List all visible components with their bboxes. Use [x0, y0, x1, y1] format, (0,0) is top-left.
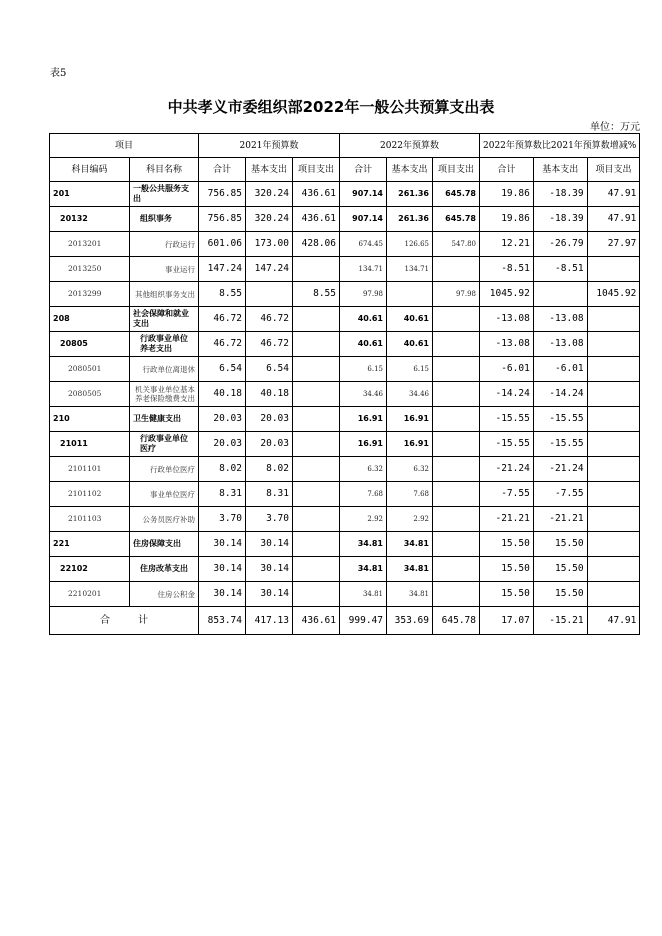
row-value: 46.72: [199, 332, 246, 357]
row-value: 8.55: [293, 282, 340, 307]
header-2022: 2022年预算数: [340, 134, 480, 158]
row-value: [387, 282, 433, 307]
row-value: 15.50: [480, 582, 534, 607]
row-value: [433, 257, 480, 282]
row-name: 卫生健康支出: [130, 407, 199, 432]
row-value: 16.91: [340, 432, 387, 457]
row-value: 30.14: [199, 582, 246, 607]
table-row: [50, 382, 640, 407]
row-value: [293, 257, 340, 282]
row-value: 134.71: [387, 257, 433, 282]
row-value: 2.92: [340, 507, 387, 532]
row-value: [587, 582, 640, 607]
row-value: [293, 557, 340, 582]
row-value: -13.08: [480, 307, 534, 332]
row-value: 547.80: [433, 232, 480, 257]
table-row: [50, 407, 640, 432]
header-row-1: [50, 134, 640, 158]
row-value: 147.24: [199, 257, 246, 282]
row-value: 30.14: [246, 557, 293, 582]
total-value: 999.47: [340, 607, 387, 635]
row-value: [246, 282, 293, 307]
total-label-b: 计: [138, 614, 148, 626]
total-value: 853.74: [199, 607, 246, 635]
row-value: [433, 532, 480, 557]
row-value: [433, 432, 480, 457]
row-name: 行政运行: [130, 232, 199, 257]
row-name: 事业运行: [130, 257, 199, 282]
row-value: -13.08: [480, 332, 534, 357]
row-value: 30.14: [246, 532, 293, 557]
row-value: -21.21: [480, 507, 534, 532]
row-code: 20132: [50, 207, 130, 232]
header-item: 项目: [50, 134, 199, 158]
row-name: 组织事务: [130, 207, 199, 232]
row-name: 社会保障和就业支出: [130, 307, 199, 332]
row-value: 34.81: [340, 557, 387, 582]
row-value: 15.50: [533, 557, 587, 582]
total-value: 353.69: [387, 607, 433, 635]
row-value: [533, 282, 587, 307]
table-label: 表5: [50, 68, 67, 79]
row-value: 30.14: [199, 557, 246, 582]
row-value: [293, 532, 340, 557]
row-value: -21.24: [480, 457, 534, 482]
row-value: 34.46: [340, 382, 387, 407]
total-value: 645.78: [433, 607, 480, 635]
row-value: 147.24: [246, 257, 293, 282]
row-value: 756.85: [199, 207, 246, 232]
row-value: [293, 307, 340, 332]
row-code: 2101101: [50, 457, 130, 482]
row-value: 3.70: [246, 507, 293, 532]
total-value: 17.07: [480, 607, 534, 635]
row-value: 47.91: [587, 207, 640, 232]
row-value: 20.03: [199, 407, 246, 432]
row-value: [587, 532, 640, 557]
row-value: -18.39: [533, 207, 587, 232]
row-name: 行政事业单位医疗: [130, 432, 199, 457]
row-value: [587, 507, 640, 532]
row-name: 住房保障支出: [130, 532, 199, 557]
row-code: 210: [50, 407, 130, 432]
row-value: 674.45: [340, 232, 387, 257]
row-value: 34.81: [387, 532, 433, 557]
header-2021-project: 项目支出: [293, 158, 340, 182]
row-code: 2080501: [50, 357, 130, 382]
row-code: 20805: [50, 332, 130, 357]
row-value: 7.68: [387, 482, 433, 507]
row-value: [587, 407, 640, 432]
row-value: [293, 407, 340, 432]
row-value: [433, 332, 480, 357]
row-value: [433, 482, 480, 507]
row-value: 645.78: [433, 182, 480, 207]
row-value: 134.71: [340, 257, 387, 282]
row-value: 601.06: [199, 232, 246, 257]
row-value: 1045.92: [480, 282, 534, 307]
row-value: 261.36: [387, 207, 433, 232]
row-value: [293, 482, 340, 507]
row-value: 436.61: [293, 207, 340, 232]
row-value: 46.72: [246, 332, 293, 357]
row-name: 事业单位医疗: [130, 482, 199, 507]
row-value: 2.92: [387, 507, 433, 532]
row-value: 19.86: [480, 182, 534, 207]
row-value: 6.32: [340, 457, 387, 482]
table-row: [50, 582, 640, 607]
row-value: 40.61: [340, 332, 387, 357]
row-value: 15.50: [533, 582, 587, 607]
row-code: 22102: [50, 557, 130, 582]
row-value: 40.61: [387, 307, 433, 332]
row-value: 40.18: [199, 382, 246, 407]
row-value: 6.54: [199, 357, 246, 382]
header-2022-basic: 基本支出: [387, 158, 433, 182]
row-value: 15.50: [480, 557, 534, 582]
row-value: 27.97: [587, 232, 640, 257]
row-value: -6.01: [533, 357, 587, 382]
total-label: [50, 607, 199, 635]
header-2021: 2021年预算数: [199, 134, 340, 158]
header-compare-total: 合计: [480, 158, 534, 182]
row-value: -15.55: [533, 432, 587, 457]
row-value: 19.86: [480, 207, 534, 232]
row-value: 34.46: [387, 382, 433, 407]
row-value: 20.03: [246, 407, 293, 432]
total-value: -15.21: [533, 607, 587, 635]
row-value: 34.81: [340, 582, 387, 607]
row-value: [293, 582, 340, 607]
row-value: [587, 332, 640, 357]
row-value: -13.08: [533, 307, 587, 332]
row-name: 公务员医疗补助: [130, 507, 199, 532]
row-value: -14.24: [533, 382, 587, 407]
total-row: [50, 607, 640, 635]
row-name: 机关事业单位基本养老保险缴费支出: [130, 382, 199, 407]
row-value: 756.85: [199, 182, 246, 207]
row-value: -21.24: [533, 457, 587, 482]
table-row: [50, 307, 640, 332]
row-value: 15.50: [533, 532, 587, 557]
row-code: 2080505: [50, 382, 130, 407]
header-2021-basic: 基本支出: [246, 158, 293, 182]
row-code: 2013250: [50, 257, 130, 282]
row-value: [433, 582, 480, 607]
row-value: [587, 307, 640, 332]
row-value: 16.91: [387, 432, 433, 457]
row-value: 8.31: [199, 482, 246, 507]
row-code: 2101102: [50, 482, 130, 507]
header-compare-project: 项目支出: [587, 158, 640, 182]
row-value: -15.55: [480, 407, 534, 432]
table-row: [50, 507, 640, 532]
row-value: -7.55: [533, 482, 587, 507]
table-row: [50, 557, 640, 582]
row-value: 8.55: [199, 282, 246, 307]
row-value: [293, 382, 340, 407]
row-value: 8.02: [199, 457, 246, 482]
row-code: 21011: [50, 432, 130, 457]
row-value: 261.36: [387, 182, 433, 207]
row-code: 2210201: [50, 582, 130, 607]
header-compare: 2022年预算数比2021年预算数增减%: [480, 134, 640, 158]
row-value: 47.91: [587, 182, 640, 207]
row-code: 221: [50, 532, 130, 557]
total-value: 417.13: [246, 607, 293, 635]
table-row: [50, 482, 640, 507]
row-code: 2101103: [50, 507, 130, 532]
row-value: 173.00: [246, 232, 293, 257]
row-value: -8.51: [533, 257, 587, 282]
row-code: 208: [50, 307, 130, 332]
row-value: 126.65: [387, 232, 433, 257]
row-value: 40.61: [387, 332, 433, 357]
row-value: [293, 432, 340, 457]
row-value: -18.39: [533, 182, 587, 207]
header-2021-total: 合计: [199, 158, 246, 182]
row-value: 6.15: [387, 357, 433, 382]
row-value: 30.14: [199, 532, 246, 557]
row-value: [293, 507, 340, 532]
row-value: 40.18: [246, 382, 293, 407]
row-value: 20.03: [199, 432, 246, 457]
page-title: 中共孝义市委组织部2022年一般公共预算支出表: [167, 98, 495, 116]
row-value: 428.06: [293, 232, 340, 257]
row-value: [293, 332, 340, 357]
row-value: 97.98: [340, 282, 387, 307]
row-value: [293, 457, 340, 482]
total-label-a: 合: [100, 614, 110, 626]
unit-label: 单位：万元: [590, 122, 640, 133]
row-value: 34.81: [387, 557, 433, 582]
row-value: 6.54: [246, 357, 293, 382]
table-row: [50, 332, 640, 357]
row-value: 320.24: [246, 182, 293, 207]
table-row: [50, 257, 640, 282]
row-value: [433, 407, 480, 432]
row-value: [587, 257, 640, 282]
header-name: 科目名称: [130, 158, 199, 182]
header-code: 科目编码: [50, 158, 130, 182]
row-value: 34.81: [387, 582, 433, 607]
row-code: 201: [50, 182, 130, 207]
table-row: [50, 432, 640, 457]
header-2022-project: 项目支出: [433, 158, 480, 182]
row-value: -7.55: [480, 482, 534, 507]
row-name: 住房改革支出: [130, 557, 199, 582]
row-value: 16.91: [387, 407, 433, 432]
row-value: -13.08: [533, 332, 587, 357]
row-code: 2013201: [50, 232, 130, 257]
table-row: [50, 357, 640, 382]
header-row-2: [50, 158, 640, 182]
row-value: -15.55: [533, 407, 587, 432]
table-row: [50, 182, 640, 207]
row-value: 6.32: [387, 457, 433, 482]
row-value: 7.68: [340, 482, 387, 507]
row-name: 行政事业单位养老支出: [130, 332, 199, 357]
row-value: 645.78: [433, 207, 480, 232]
row-code: 2013299: [50, 282, 130, 307]
row-value: -14.24: [480, 382, 534, 407]
header-compare-basic: 基本支出: [533, 158, 587, 182]
row-value: 320.24: [246, 207, 293, 232]
row-value: 436.61: [293, 182, 340, 207]
row-value: [433, 457, 480, 482]
row-value: 12.21: [480, 232, 534, 257]
row-value: 46.72: [199, 307, 246, 332]
table-row: [50, 232, 640, 257]
row-name: 其他组织事务支出: [130, 282, 199, 307]
row-name: 行政单位医疗: [130, 457, 199, 482]
row-value: [587, 482, 640, 507]
row-value: 8.31: [246, 482, 293, 507]
header-2022-total: 合计: [340, 158, 387, 182]
row-value: 15.50: [480, 532, 534, 557]
table-row: [50, 532, 640, 557]
row-value: -26.79: [533, 232, 587, 257]
row-value: 907.14: [340, 207, 387, 232]
row-value: [587, 557, 640, 582]
row-value: [587, 457, 640, 482]
row-value: 6.15: [340, 357, 387, 382]
row-value: 16.91: [340, 407, 387, 432]
row-value: 8.02: [246, 457, 293, 482]
row-value: [433, 557, 480, 582]
row-value: 3.70: [199, 507, 246, 532]
budget-table: [49, 133, 640, 635]
row-value: 97.98: [433, 282, 480, 307]
table-row: [50, 207, 640, 232]
row-value: 46.72: [246, 307, 293, 332]
row-name: 一般公共服务支出: [130, 182, 199, 207]
row-value: [587, 357, 640, 382]
total-value: 436.61: [293, 607, 340, 635]
total-value: 47.91: [587, 607, 640, 635]
row-value: 30.14: [246, 582, 293, 607]
row-value: 907.14: [340, 182, 387, 207]
row-value: -21.21: [533, 507, 587, 532]
row-value: [587, 432, 640, 457]
row-value: 40.61: [340, 307, 387, 332]
row-value: -15.55: [480, 432, 534, 457]
row-value: [433, 307, 480, 332]
table-row: [50, 282, 640, 307]
row-value: [433, 382, 480, 407]
row-value: [433, 357, 480, 382]
table-row: [50, 457, 640, 482]
row-value: -8.51: [480, 257, 534, 282]
row-name: 住房公积金: [130, 582, 199, 607]
row-value: [587, 382, 640, 407]
row-name: 行政单位离退休: [130, 357, 199, 382]
row-value: 20.03: [246, 432, 293, 457]
row-value: [293, 357, 340, 382]
row-value: -6.01: [480, 357, 534, 382]
row-value: 1045.92: [587, 282, 640, 307]
row-value: [433, 507, 480, 532]
row-value: 34.81: [340, 532, 387, 557]
